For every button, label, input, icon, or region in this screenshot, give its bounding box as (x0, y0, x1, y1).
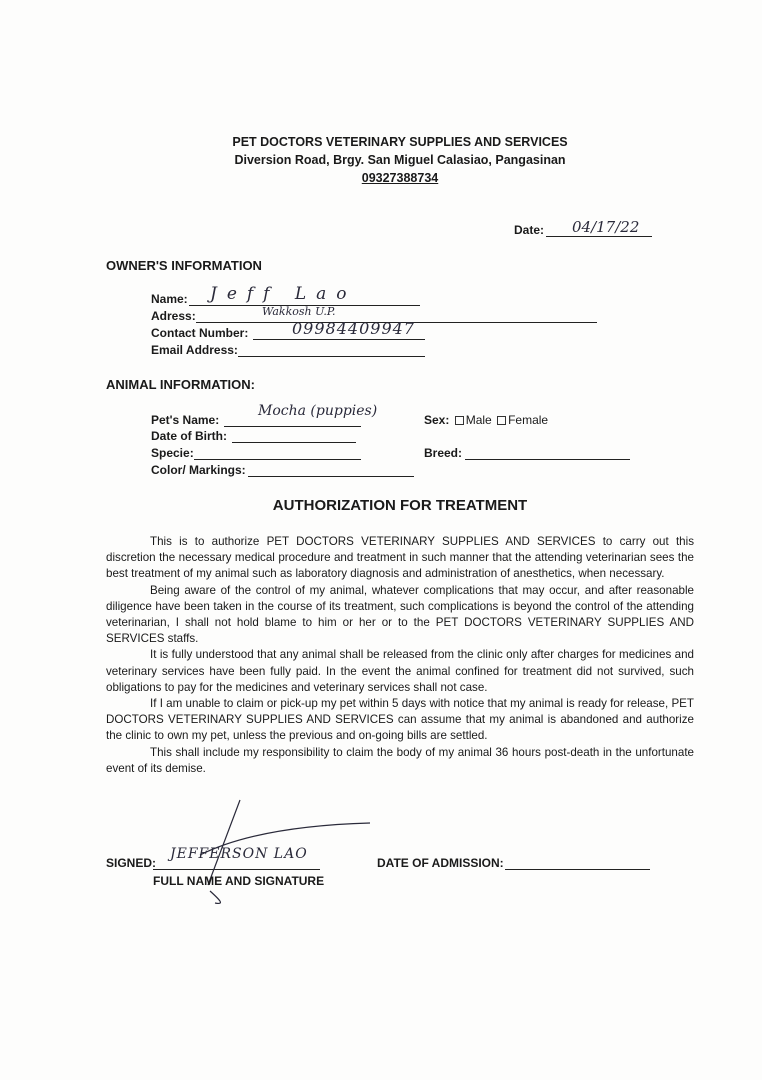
signature-caption: FULL NAME AND SIGNATURE (153, 874, 325, 888)
email-line (238, 356, 425, 357)
sex-field (424, 413, 548, 427)
signed-value: JEFFERSON LAO (170, 846, 308, 862)
color-line (248, 476, 414, 477)
specie-line (194, 459, 361, 460)
address-value: Wakkosh U.P. (262, 305, 336, 318)
breed-line (465, 459, 630, 460)
company-phone: 09327388734 (361, 171, 439, 185)
pet-name-label: Pet's Name: (151, 413, 220, 427)
name-value: Jeff Lao (210, 284, 357, 304)
signed-label: SIGNED: (106, 856, 157, 870)
admission-label: DATE OF ADMISSION: (377, 856, 504, 870)
authorization-paragraph: This is to authorize PET DOCTORS VETERINARY SUPPLIES AND SERVICES to carry out this discretion the necessary medical procedure and treatment in such manner that the attending veterinarian sees the best treatment of my animal such as laboratory diagnosis and administration of anesthetics, when necessary. (106, 535, 694, 581)
admission-line (505, 869, 650, 870)
authorization-paragraph: Being aware of the control of my animal, whatever complications that may occur, and after reasonable diligence have been taken in the course of its treatment, such complications is beyond the control of the attending veterinarian, I shall not hold blame to him or her or to the PET DOCTORS VETERINARY SUPPLIES AND SERVICES staffs. (106, 583, 694, 646)
owner-heading: OWNER'S INFORMATION (106, 258, 262, 273)
authorization-paragraph: If I am unable to claim or pick-up my pet within 5 days with notice that my animal is ready for release, PET DOCTORS VETERINARY SUPPLIES AND SERVICES can assume that my animal is abandoned and authorize the clinic to own my pet, unless the previous and on-going bills are settled. (106, 697, 694, 743)
email-label: Email Address: (151, 343, 238, 357)
sex-label: Sex: (424, 413, 450, 427)
color-label: Color/ Markings: (151, 463, 246, 477)
name-label: Name: (151, 292, 188, 306)
breed-label: Breed: (424, 446, 463, 460)
signature-scribble (180, 795, 380, 905)
contact-value: 09984409947 (292, 319, 415, 338)
male-label: Male (465, 413, 492, 427)
female-label: Female (508, 413, 549, 427)
dob-label: Date of Birth: (151, 429, 227, 443)
male-checkbox[interactable] (455, 416, 464, 425)
contact-label: Contact Number: (151, 326, 249, 340)
pet-name-value: Mocha (puppies) (258, 403, 378, 419)
specie-label: Specie: (151, 446, 194, 460)
date-label: Date: (514, 223, 545, 237)
date-line (546, 236, 652, 237)
authorization-title: AUTHORIZATION FOR TREATMENT (272, 497, 528, 514)
company-address: Diversion Road, Brgy. San Miguel Calasiao, Pangasinan (234, 153, 566, 167)
authorization-paragraph: This shall include my responsibility to claim the body of my animal 36 hours post-death in the unfortunate event of its demise. (106, 745, 694, 775)
pet-name-line (224, 426, 361, 427)
authorization-paragraph: It is fully understood that any animal shall be released from the clinic only after charges for medicines and veterinary services have been fully paid. In the event the animal confined for treatment did not survived, such obligations to pay for the medicines and veterinary services shall not case. (106, 648, 694, 694)
dob-line (232, 442, 356, 443)
authorization-body (106, 534, 694, 777)
female-checkbox[interactable] (497, 416, 506, 425)
contact-line (253, 339, 425, 340)
date-value: 04/17/22 (572, 218, 640, 236)
company-name: PET DOCTORS VETERINARY SUPPLIES AND SERVICES (232, 135, 568, 149)
address-label: Adress: (151, 309, 196, 323)
animal-heading: ANIMAL INFORMATION: (106, 377, 255, 392)
